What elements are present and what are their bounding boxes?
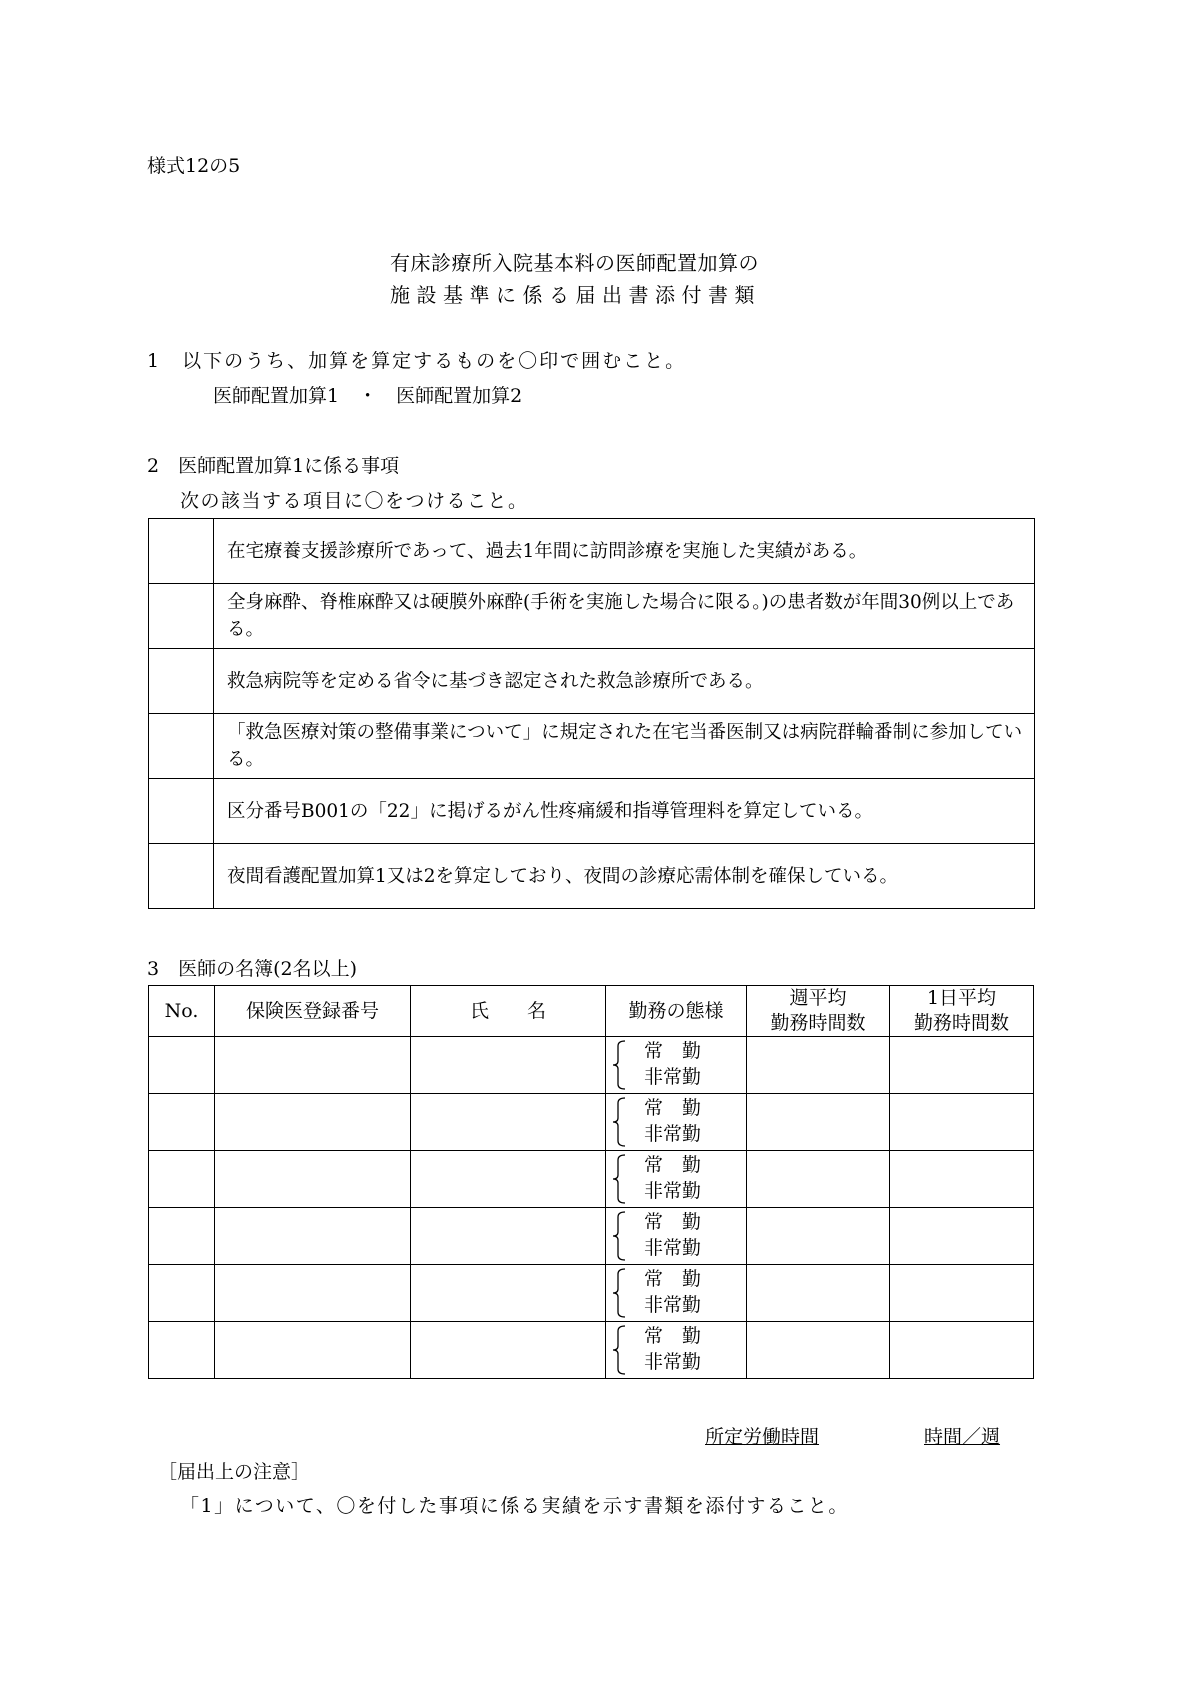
section3-heading: 3 医師の名簿(2名以上) [147, 958, 358, 980]
roster-employment-cell[interactable] [606, 1322, 747, 1379]
brace-icon [612, 1040, 626, 1090]
roster-daily-hours-cell[interactable] [890, 1208, 1034, 1265]
employment-full-time: 常 勤 [644, 1268, 702, 1290]
doctor-roster-table [148, 985, 1034, 1379]
criteria-row [149, 584, 1035, 649]
criteria-row [149, 714, 1035, 779]
section1-options: 医師配置加算1 ・ 医師配置加算2 [213, 385, 523, 407]
roster-weekly-hours-cell[interactable] [747, 1265, 890, 1322]
employment-part-time: 非常勤 [644, 1294, 702, 1316]
roster-no-cell[interactable] [149, 1208, 215, 1265]
criteria-text: 全身麻酔、脊椎麻酔又は硬膜外麻酔(手術を実施した場合に限る。)の患者数が年間30例以上である。 [214, 584, 1035, 649]
col-header-weekly-line2: 勤務時間数 [770, 1012, 866, 1034]
roster-weekly-hours-cell[interactable] [747, 1094, 890, 1151]
col-header-registration: 保険医登録番号 [215, 986, 411, 1037]
roster-registration-cell[interactable] [215, 1265, 411, 1322]
roster-employment-cell[interactable] [606, 1265, 747, 1322]
roster-registration-cell[interactable] [215, 1094, 411, 1151]
roster-row [149, 1037, 1034, 1094]
col-header-weekly-hours [747, 986, 890, 1037]
roster-employment-cell[interactable] [606, 1208, 747, 1265]
roster-weekly-hours-cell[interactable] [747, 1322, 890, 1379]
employment-part-time: 非常勤 [644, 1237, 702, 1259]
section2-heading: 2 医師配置加算1に係る事項 [147, 455, 400, 477]
employment-part-time: 非常勤 [644, 1123, 702, 1145]
roster-employment-cell[interactable] [606, 1037, 747, 1094]
employment-full-time: 常 勤 [644, 1211, 702, 1233]
employment-part-time: 非常勤 [644, 1180, 702, 1202]
brace-icon [612, 1097, 626, 1147]
working-hours-unit: 時間／週 [924, 1426, 1001, 1448]
col-header-daily-line1: 1日平均 [926, 987, 997, 1009]
document-title-line2: 施設基準に係る届出書添付書類 [390, 283, 761, 307]
brace-icon [612, 1154, 626, 1204]
criteria-mark-cell[interactable] [149, 779, 214, 844]
col-header-daily-line2: 勤務時間数 [913, 1012, 1009, 1034]
working-hours-label: 所定労働時間 [705, 1426, 820, 1448]
roster-weekly-hours-cell[interactable] [747, 1208, 890, 1265]
col-header-daily-hours [890, 986, 1034, 1037]
criteria-text: 在宅療養支援診療所であって、過去1年間に訪問診療を実施した実績がある。 [214, 519, 1035, 584]
roster-registration-cell[interactable] [215, 1037, 411, 1094]
roster-no-cell[interactable] [149, 1094, 215, 1151]
roster-employment-cell[interactable] [606, 1151, 747, 1208]
roster-no-cell[interactable] [149, 1151, 215, 1208]
employment-full-time: 常 勤 [644, 1040, 702, 1062]
section2-instruction: 次の該当する項目に〇をつけること。 [180, 490, 529, 512]
criteria-mark-cell[interactable] [149, 649, 214, 714]
criteria-row [149, 519, 1035, 584]
employment-part-time: 非常勤 [644, 1066, 702, 1088]
form-number: 様式12の5 [147, 155, 241, 177]
criteria-text: 区分番号B001の「22」に掲げるがん性疼痛緩和指導管理料を算定している。 [214, 779, 1035, 844]
roster-row [149, 1151, 1034, 1208]
col-header-weekly-line1: 週平均 [789, 987, 847, 1009]
roster-daily-hours-cell[interactable] [890, 1151, 1034, 1208]
roster-daily-hours-cell[interactable] [890, 1037, 1034, 1094]
brace-icon [612, 1325, 626, 1375]
employment-full-time: 常 勤 [644, 1097, 702, 1119]
notes-item: 「1」について、〇を付した事項に係る実績を示す書類を添付すること。 [180, 1495, 849, 1517]
section1-heading: 1 以下のうち、加算を算定するものを〇印で囲むこと。 [147, 350, 687, 372]
criteria-mark-cell[interactable] [149, 844, 214, 909]
roster-name-cell[interactable] [411, 1037, 606, 1094]
roster-employment-cell[interactable] [606, 1094, 747, 1151]
roster-name-cell[interactable] [411, 1208, 606, 1265]
criteria-text: 救急病院等を定める省令に基づき認定された救急診療所である。 [214, 649, 1035, 714]
roster-header-row [149, 986, 1034, 1037]
roster-name-cell[interactable] [411, 1322, 606, 1379]
col-header-no: No. [149, 986, 215, 1037]
roster-name-cell[interactable] [411, 1265, 606, 1322]
criteria-mark-cell[interactable] [149, 714, 214, 779]
roster-daily-hours-cell[interactable] [890, 1265, 1034, 1322]
roster-daily-hours-cell[interactable] [890, 1094, 1034, 1151]
criteria-mark-cell[interactable] [149, 519, 214, 584]
criteria-mark-cell[interactable] [149, 584, 214, 649]
roster-daily-hours-cell[interactable] [890, 1322, 1034, 1379]
roster-weekly-hours-cell[interactable] [747, 1037, 890, 1094]
roster-row [149, 1265, 1034, 1322]
brace-icon [612, 1268, 626, 1318]
employment-full-time: 常 勤 [644, 1154, 702, 1176]
col-header-employment: 勤務の態様 [606, 986, 747, 1037]
col-header-name: 氏 名 [411, 986, 606, 1037]
roster-name-cell[interactable] [411, 1094, 606, 1151]
roster-registration-cell[interactable] [215, 1322, 411, 1379]
roster-registration-cell[interactable] [215, 1208, 411, 1265]
roster-row [149, 1208, 1034, 1265]
criteria-row [149, 779, 1035, 844]
roster-no-cell[interactable] [149, 1037, 215, 1094]
brace-icon [612, 1211, 626, 1261]
criteria-table [148, 518, 1035, 909]
roster-row [149, 1322, 1034, 1379]
document-title-line1: 有床診療所入院基本料の医師配置加算の [390, 251, 759, 275]
roster-row [149, 1094, 1034, 1151]
roster-registration-cell[interactable] [215, 1151, 411, 1208]
employment-part-time: 非常勤 [644, 1351, 702, 1373]
roster-no-cell[interactable] [149, 1265, 215, 1322]
criteria-row [149, 844, 1035, 909]
roster-no-cell[interactable] [149, 1322, 215, 1379]
criteria-text: 夜間看護配置加算1又は2を算定しており、夜間の診療応需体制を確保している。 [214, 844, 1035, 909]
employment-full-time: 常 勤 [644, 1325, 702, 1347]
roster-name-cell[interactable] [411, 1151, 606, 1208]
notes-heading: ［届出上の注意］ [158, 1461, 311, 1483]
criteria-text: 「救急医療対策の整備事業について」に規定された在宅当番医制又は病院群輪番制に参加している。 [214, 714, 1035, 779]
roster-weekly-hours-cell[interactable] [747, 1151, 890, 1208]
criteria-row [149, 649, 1035, 714]
